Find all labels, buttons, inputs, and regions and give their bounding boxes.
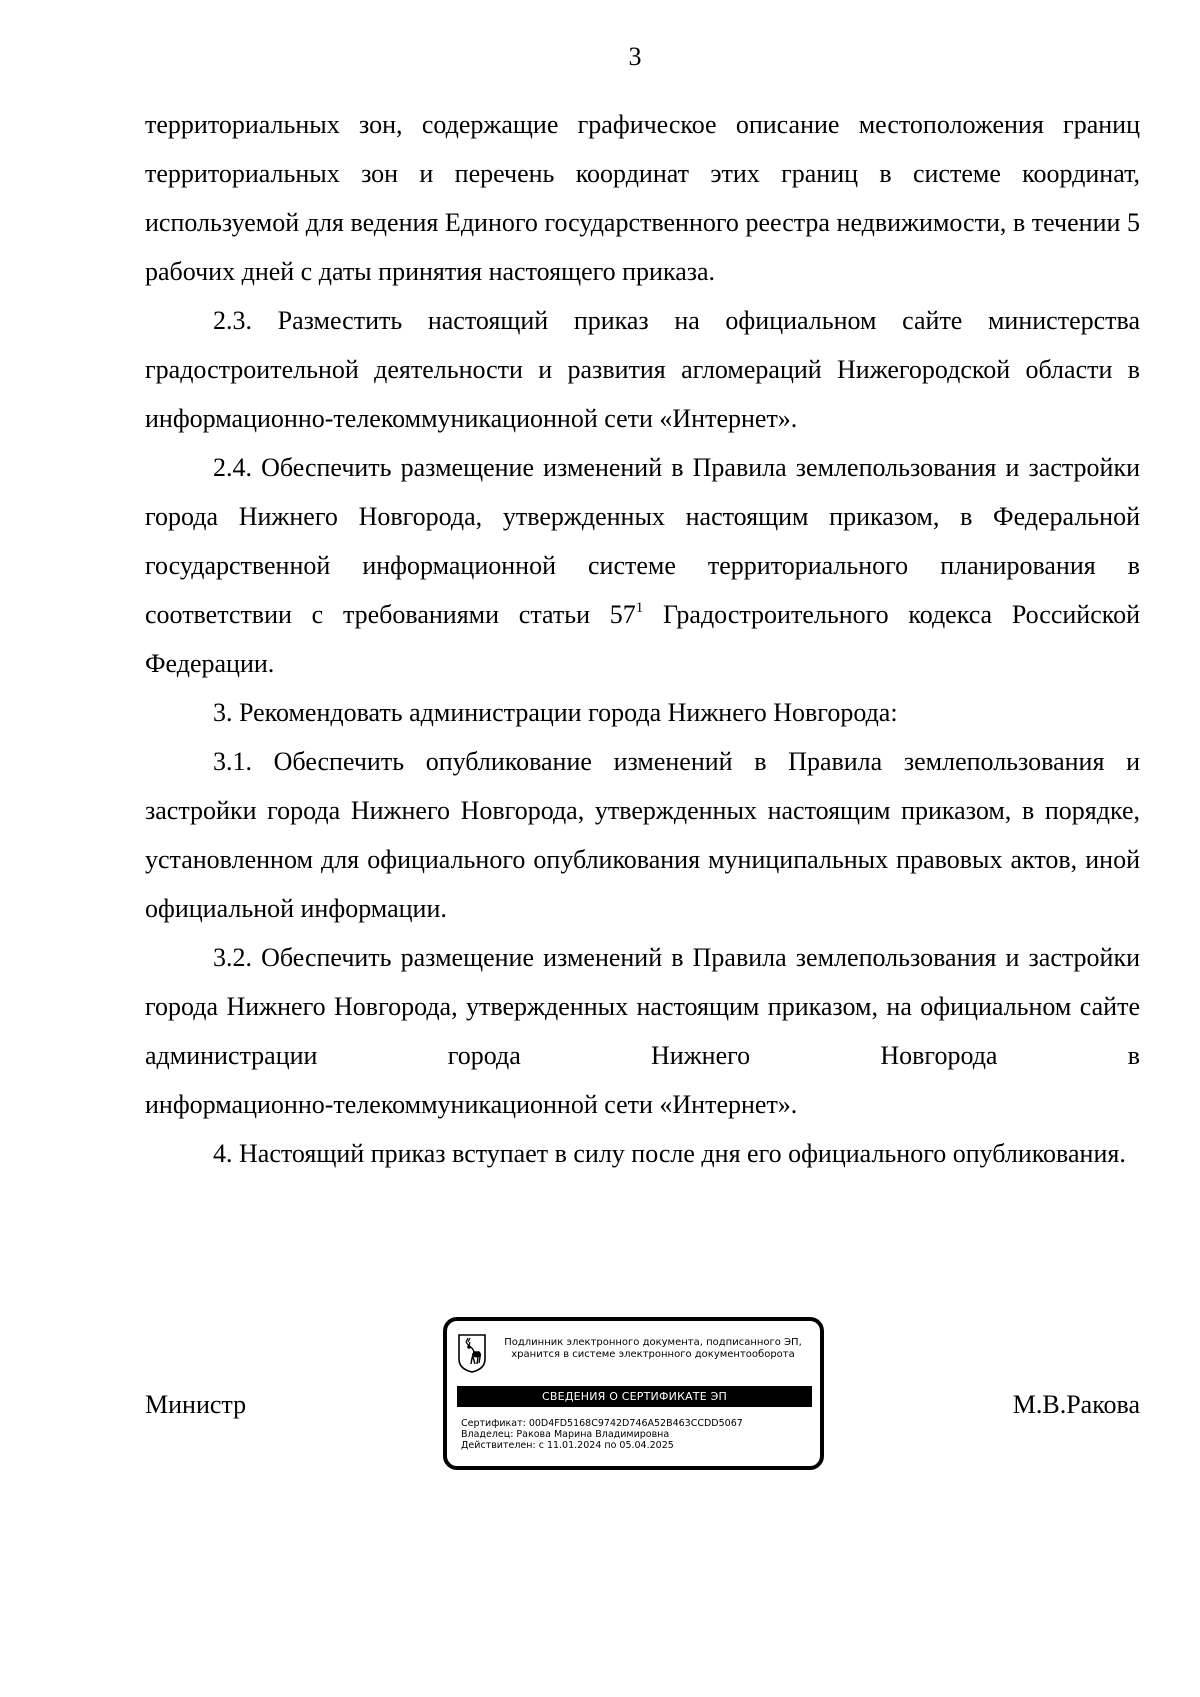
paragraph-2-3: 2.3. Разместить настоящий приказ на официальном сайте министерства градостроительной деятельности и развития агломераций Нижегородской области в информационно-телекоммуникационной сети «Интернет».	[145, 306, 1140, 433]
deer-emblem-icon	[457, 1333, 487, 1373]
paragraph-continuation: территориальных зон, содержащие графическое описание местоположения границ территориальных зон и перечень координат этих границ в системе координат, используемой для ведения Единого государственного реестра недвижимости, в течении 5 рабочих дней с даты принятия настоящего приказа.	[145, 110, 1140, 286]
certificate-number: Сертификат: 00D4FD5168C9742D746A52B463CCDD5067	[461, 1418, 743, 1429]
paragraph-2-4	[145, 443, 1140, 688]
paragraph-3-1: 3.1. Обеспечить опубликование изменений в Правила землепользования и застройки города Нижнего Новгорода, утвержденных настоящим приказом, в порядке, установленном для официального опубликования муниципальных правовых актов, иной официальной информации.	[145, 747, 1140, 923]
stamp-header-line-2: хранится в системе электронного документооборота	[511, 1349, 795, 1360]
paragraph-2-4-text-start: 2.4. Обеспечить размещение изменений в Правила землепользования и застройки города Нижнего Новгорода, утвержденных настоящим приказом, в Федеральной государственной информационной системе территориального планирования в соответствии с требованиями статьи 57	[145, 453, 1140, 629]
signatory-name: М.В.Ракова	[1012, 1390, 1140, 1419]
paragraph-3: 3. Рекомендовать администрации города Нижнего Новгорода:	[213, 698, 898, 727]
paragraph-3-2-end: информационно-телекоммуникационной сети «Интернет».	[145, 1090, 798, 1119]
paragraph-2-4-text-end: Градостроительного кодекса Российской Федерации.	[145, 600, 1140, 678]
certificate-validity: Действителен: с 11.01.2024 по 05.04.2025	[461, 1440, 674, 1451]
stamp-header-line-1: Подлинник электронного документа, подписанного ЭП,	[504, 1337, 802, 1348]
certificate-owner: Владелец: Ракова Марина Владимировна	[461, 1429, 670, 1440]
signatory-position: Министр	[145, 1390, 247, 1419]
document-body	[145, 100, 1140, 1178]
certificate-details	[461, 1418, 816, 1451]
page-number: 3	[628, 42, 642, 71]
paragraph-4: 4. Настоящий приказ вступает в силу после дня его официального опубликования.	[213, 1139, 1126, 1168]
stamp-header	[493, 1337, 813, 1361]
electronic-signature-stamp	[443, 1317, 824, 1470]
paragraph-3-2: 3.2. Обеспечить размещение изменений в Правила землепользования и застройки города Нижнего Новгорода, утвержденных настоящим приказом, на официальном сайте администрации города Нижнего Новгорода в	[145, 943, 1140, 1070]
article-superscript: 1	[635, 600, 644, 616]
stamp-title-bar: СВЕДЕНИЯ О СЕРТИФИКАТЕ ЭП	[457, 1386, 812, 1407]
